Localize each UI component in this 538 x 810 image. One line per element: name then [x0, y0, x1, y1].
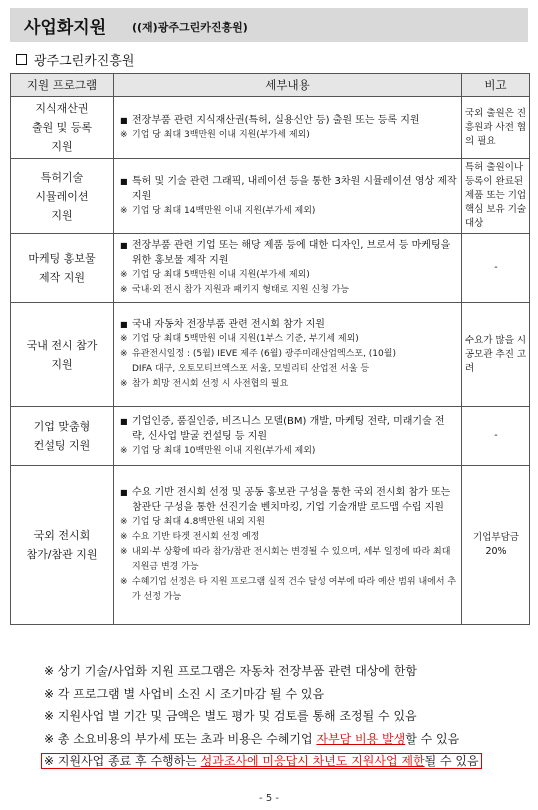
program-note-cell: 수요가 많을 시 공모관 추진 고려: [462, 303, 530, 407]
footnote-2: ※ 각 프로그램 별 사업비 소진 시 조기마감 될 수 있음: [44, 686, 325, 701]
table-row: [11, 97, 530, 159]
program-note-cell: -: [462, 407, 530, 466]
detail-reference: ※ 참가 희망 전시회 선정 시 사전협의 필요: [120, 377, 457, 392]
detail-reference: ※ 기업 당 최대 5백만원 이내 지원(부가세 제외): [120, 268, 457, 283]
program-name-cell: [11, 407, 114, 466]
program-name-line: 지원: [51, 140, 73, 153]
program-detail-cell: [114, 234, 462, 303]
program-table: [10, 73, 530, 625]
program-name-cell: [11, 97, 114, 159]
table-row: [11, 303, 530, 407]
program-detail-cell: [114, 97, 462, 159]
program-name-line: 컨설팅 지원: [33, 439, 91, 452]
program-name-line: 시뮬레이션: [35, 189, 89, 203]
detail-reference: ※ 수혜기업 선정은 타 지원 프로그램 실적 건수 달성 여부에 따라 예산 범위 내에서 추가 선정 가능: [120, 575, 457, 605]
program-detail-cell: [114, 159, 462, 234]
footnote-4-text: ※ 총 소요비용의 부가세 또는 초과 비용은 수혜기업: [44, 731, 317, 746]
page-title: 사업화지원: [24, 18, 107, 38]
table-row: [11, 159, 530, 234]
program-name-line: 지원: [51, 357, 73, 371]
program-name-line: 지식재산권: [35, 102, 89, 115]
program-name-line: 출원 및 등록: [31, 121, 93, 134]
program-note-cell: -: [462, 234, 530, 303]
detail-bullet: ■ 기업인증, 품질인증, 비즈니스 모델(BM) 개발, 마케팅 전략, 미래기술 전략, 신사업 발굴 컨설팅 등 지원: [120, 414, 457, 444]
checkbox-square-icon: [16, 54, 27, 65]
header-note: 비고: [462, 74, 530, 97]
detail-reference: ※ 기업 당 최대 5백만원 이내 지원(1부스 기준, 부기세 제외): [120, 332, 457, 347]
program-name-cell: [11, 234, 114, 303]
program-name-line: 특허기술: [40, 170, 84, 184]
detail-reference: ※ 수요 기반 타겟 전시회 선정 예정: [120, 530, 457, 545]
footnote-4-end: 할 수 있음: [405, 731, 460, 746]
program-name-line: 국외 전시회: [33, 529, 91, 542]
footnote-5-highlight: 성과조사에 미응답시 차년도 지원사업 제한: [200, 754, 425, 768]
footnote-5-end: 될 수 있음: [424, 754, 479, 768]
footnote-4-highlight: 자부담 비용 발생: [316, 731, 406, 746]
detail-bullet: ■ 수요 기반 전시회 선정 및 공동 홍보관 구성을 통한 국외 전시회 참가 또는 참관단 구성을 통한 선진기술 벤치마킹, 기업 기술개발 로드맵 수립 지원: [120, 485, 457, 515]
footnote-5-text: ※ 지원사업 종료 후 수행하는: [44, 754, 201, 768]
detail-reference: ※ 내외·부 상황에 따라 참가/참관 전시회는 변경될 수 있으며, 세부 일정에 따라 최대 지원금 변경 가능: [120, 545, 457, 575]
program-name-line: 참가/참관 지원: [26, 548, 98, 561]
detail-reference: ※ 기업 당 최대 14백만원 이내 지원(부가세 제외): [120, 204, 457, 219]
detail-reference: ※ 기업 당 최대 3백만원 이내 지원(부가세 제외): [120, 128, 457, 143]
program-name-cell: [11, 466, 114, 625]
footnotes: [44, 660, 482, 773]
program-note-cell: 기업부담금 20%: [462, 466, 530, 625]
detail-reference: DIFA 대구, 오토모티브엑스포 서울, 모빌리티 산업전 서울 등: [132, 364, 370, 374]
table-row: [11, 407, 530, 466]
program-name-line: 국내 전시 참가: [26, 338, 98, 352]
table-row: [11, 466, 530, 625]
program-name-cell: [11, 159, 114, 234]
program-name-line: 제작 지원: [38, 271, 85, 284]
header-details: 세부내용: [114, 74, 462, 97]
detail-bullet: ■ 국내 자동차 전장부품 관련 전시회 참가 지원: [120, 317, 457, 332]
detail-reference: ※ 기업 당 최대 4.8백만원 내외 지원: [120, 515, 457, 530]
title-bar: [10, 8, 528, 42]
header-program: 지원 프로그램: [11, 74, 114, 97]
page-number: - 5 -: [259, 793, 279, 804]
program-detail-cell: [114, 466, 462, 625]
program-name-line: 기업 맞춤형: [33, 420, 91, 433]
program-detail-cell: [114, 407, 462, 466]
detail-bullet: ■ 특허 및 기술 관련 그래픽, 내레이션 등을 통한 3차원 시뮬레이션 영상 제작 지원: [120, 174, 457, 204]
program-name-line: 마케팅 홍보물: [28, 252, 96, 265]
footnote-5: [44, 750, 482, 773]
program-name-line: 지원: [51, 208, 73, 222]
detail-reference: ※ 국내·외 전시 참가 지원과 패키지 형태로 지원 신청 가능: [120, 283, 457, 298]
detail-reference: ※ 기업 당 최대 10백만원 이내 지원(부가세 제외): [120, 444, 457, 459]
footnote-5-box: [41, 753, 482, 769]
detail-reference: ※ 유관전시일정 : (5월) IEVE 제주 (6월) 광주미래산업엑스포, (10월): [120, 347, 457, 362]
program-detail-cell: [114, 303, 462, 407]
section-heading: [16, 50, 134, 69]
detail-bullet: ■ 전장부품 관련 지식재산권(특허, 실용신안 등) 출원 또는 등록 지원: [120, 113, 457, 128]
footnote-4: [44, 728, 482, 751]
footnote-3: ※ 지원사업 별 기간 및 금액은 별도 평가 및 검토를 통해 조정될 수 있음: [44, 709, 417, 723]
footnote-1: ※ 상기 기술/사업화 지원 프로그램은 자동차 전장부품 관련 대상에 한함: [44, 664, 418, 678]
program-name-cell: [11, 303, 114, 407]
page-subtitle: ((재)광주그린카진흥원): [132, 21, 248, 34]
program-note-cell: 특허 출원이나 등록이 완료된 제품 또는 기업 핵심 보유 기술 대상: [462, 159, 530, 234]
detail-bullet: ■ 전장부품 관련 기업 또는 해당 제품 등에 대한 디자인, 브로셔 등 마케팅을 위한 홍보물 제작 지원: [120, 238, 457, 268]
table-header-row: [11, 74, 530, 97]
section-org-name: 광주그린카진흥원: [34, 54, 135, 69]
table-row: [11, 234, 530, 303]
program-note-cell: 국외 출원은 진흥원과 사전 협의 필요: [462, 97, 530, 159]
